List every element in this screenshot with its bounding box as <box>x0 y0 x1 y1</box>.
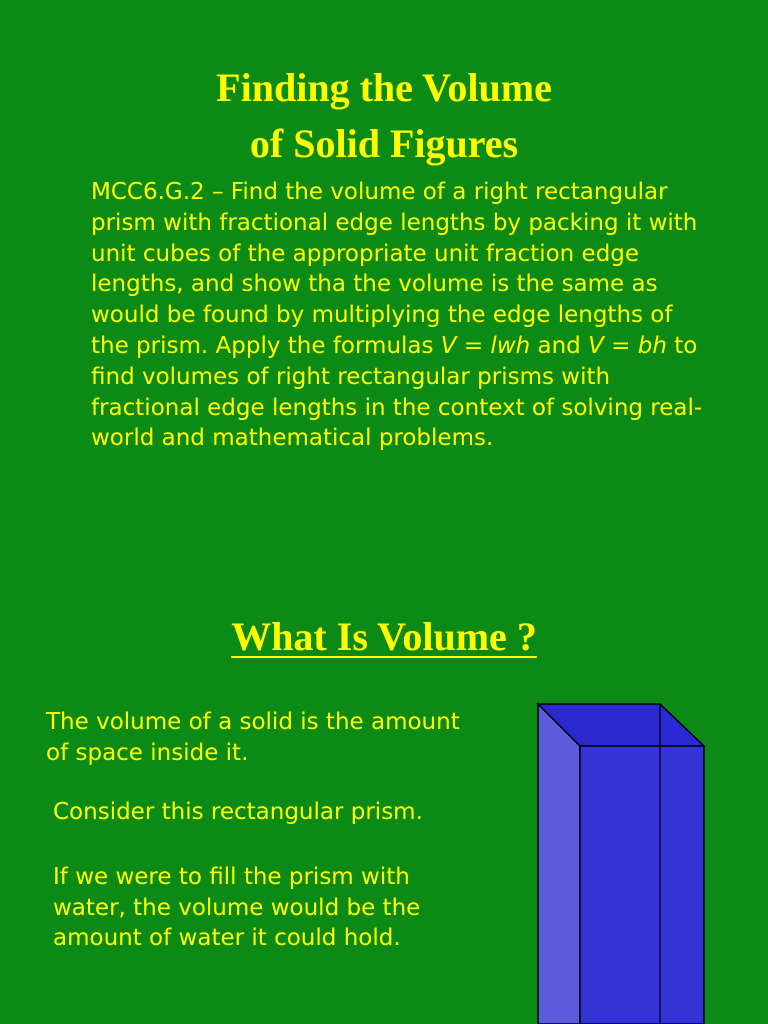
standard-description <box>91 177 711 454</box>
formula-lwh: V = lwh <box>440 332 531 359</box>
title-line-2: of Solid Figures <box>249 121 519 166</box>
standard-text-part-3: to find volumes of right rectangular prisms with fractional edge lengths in the context of solving real-world and mathematical problems. <box>91 332 703 452</box>
water-explanation: If we were to fill the prism with water, the volume would be the amount of water it could hold. <box>53 864 421 951</box>
volume-definition: The volume of a solid is the amount of space inside it. <box>46 709 460 766</box>
consider-prism-text: Consider this rectangular prism. <box>53 799 423 825</box>
title-line-1: Finding the Volume <box>216 65 552 110</box>
prism-front-face <box>580 746 704 1024</box>
section-heading <box>0 612 768 662</box>
standard-text-part-1: MCC6.G.2 – Find the volume of a right rectangular prism with fractional edge lengths by packing it with unit cubes of the appropriate unit fraction edge lengths, and show tha the volume is the same as would be found by multiplying the edge lengths of the prism. Apply the formulas <box>91 179 698 359</box>
slide-title <box>0 60 768 172</box>
section-heading-text: What Is Volume ? <box>231 614 537 659</box>
rectangular-prism-illustration <box>530 700 710 1024</box>
standard-text-part-2: and <box>530 332 589 359</box>
formula-bh: V = bh <box>588 332 667 359</box>
prism-side-face <box>538 704 580 1024</box>
